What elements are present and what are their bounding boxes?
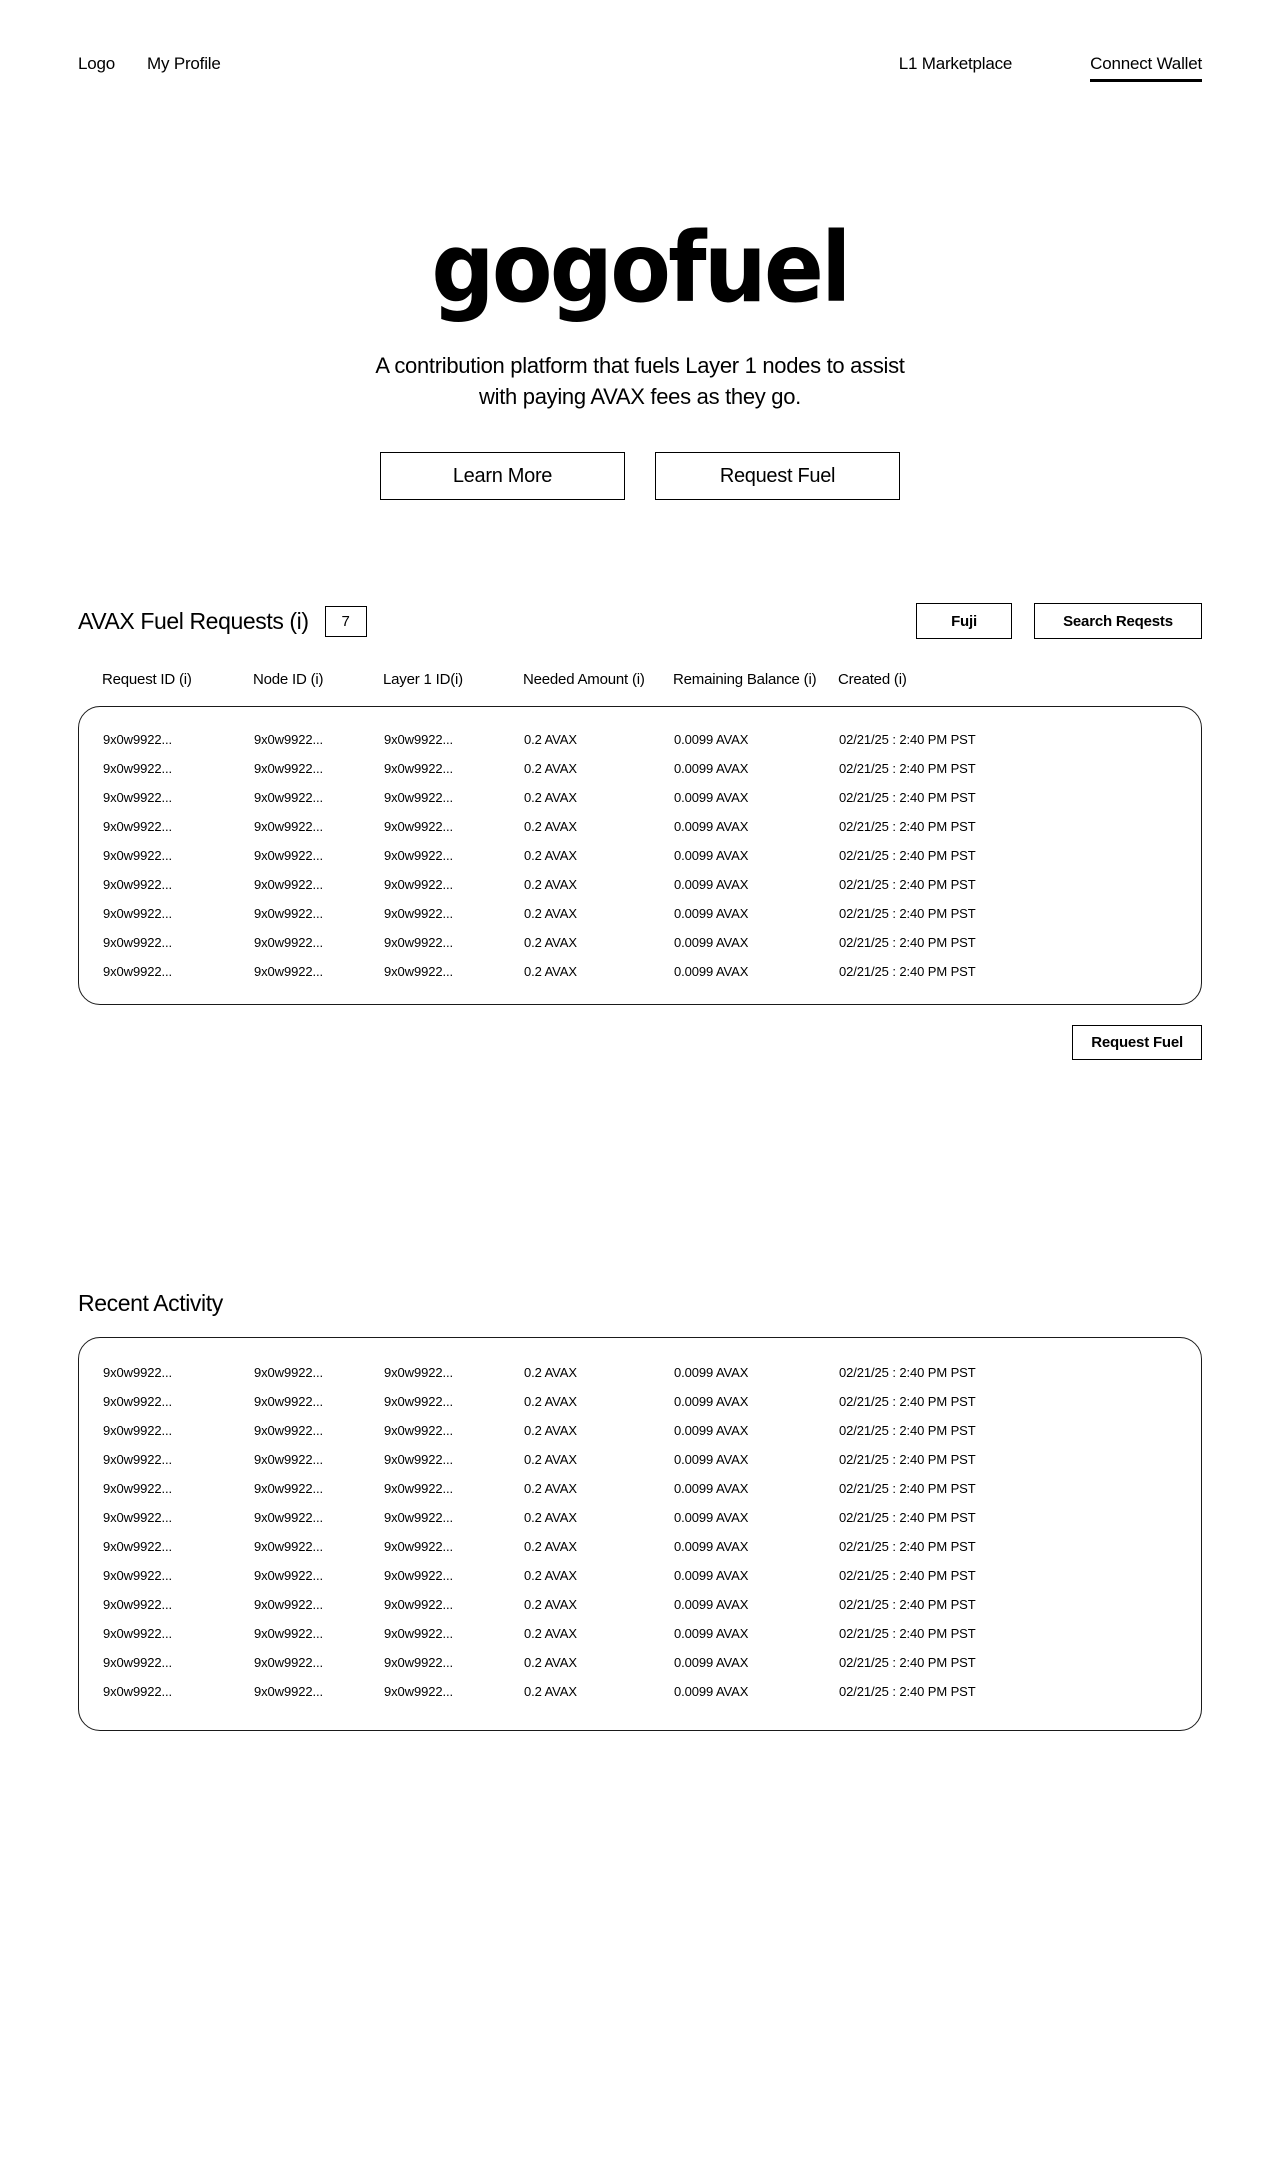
recent-activity-title: Recent Activity xyxy=(78,1290,223,1316)
table-cell: 0.2 AVAX xyxy=(524,790,577,805)
hero-request-fuel-button[interactable]: Request Fuel xyxy=(655,452,900,500)
learn-more-button[interactable]: Learn More xyxy=(380,452,625,500)
column-header-request-id: Request ID (i) xyxy=(102,670,192,688)
column-header-remaining-balance: Remaining Balance (i) xyxy=(673,670,817,688)
table-cell: 02/21/25 : 2:40 PM PST xyxy=(839,1539,976,1554)
table-cell: 02/21/25 : 2:40 PM PST xyxy=(839,1655,976,1670)
table-cell: 0.2 AVAX xyxy=(524,848,577,863)
table-cell: 9x0w9922... xyxy=(254,1481,324,1496)
table-cell: 9x0w9922... xyxy=(103,964,173,979)
hero-subtitle-line-2: with paying AVAX fees as they go. xyxy=(479,384,801,410)
table-cell: 0.2 AVAX xyxy=(524,761,577,776)
connect-wallet-button[interactable]: Connect Wallet xyxy=(1090,55,1202,82)
table-cell: 9x0w9922... xyxy=(254,1626,324,1641)
table-cell: 9x0w9922... xyxy=(384,1597,454,1612)
table-cell: 9x0w9922... xyxy=(103,1684,173,1699)
table-cell: 0.2 AVAX xyxy=(524,935,577,950)
table-cell: 9x0w9922... xyxy=(384,964,454,979)
table-cell: 9x0w9922... xyxy=(103,935,173,950)
table-cell: 9x0w9922... xyxy=(384,1365,454,1380)
table-cell: 9x0w9922... xyxy=(384,1568,454,1583)
table-cell: 9x0w9922... xyxy=(103,732,173,747)
table-cell: 9x0w9922... xyxy=(384,1655,454,1670)
hero-section xyxy=(0,212,1280,500)
table-cell: 02/21/25 : 2:40 PM PST xyxy=(839,877,976,892)
table-cell: 0.0099 AVAX xyxy=(674,964,749,979)
table-cell: 9x0w9922... xyxy=(103,877,173,892)
table-cell: 9x0w9922... xyxy=(254,790,324,805)
table-cell: 0.2 AVAX xyxy=(524,1626,577,1641)
table-cell: 0.0099 AVAX xyxy=(674,1365,749,1380)
table-cell: 9x0w9922... xyxy=(103,1452,173,1467)
table-cell: 0.2 AVAX xyxy=(524,1539,577,1554)
requests-footer-actions xyxy=(78,1025,1202,1060)
table-cell: 9x0w9922... xyxy=(103,1394,173,1409)
table-cell: 0.0099 AVAX xyxy=(674,1481,749,1496)
column-header-created: Created (i) xyxy=(838,670,907,688)
table-row[interactable] xyxy=(79,783,1201,812)
table-row[interactable] xyxy=(79,1387,1201,1416)
table-row[interactable] xyxy=(79,1590,1201,1619)
table-cell: 9x0w9922... xyxy=(103,906,173,921)
table-cell: 9x0w9922... xyxy=(384,848,454,863)
table-cell: 0.0099 AVAX xyxy=(674,906,749,921)
table-cell: 02/21/25 : 2:40 PM PST xyxy=(839,1365,976,1380)
table-cell: 9x0w9922... xyxy=(103,1365,173,1380)
table-cell: 9x0w9922... xyxy=(254,1365,324,1380)
column-header-node-id: Node ID (i) xyxy=(253,670,324,688)
table-cell: 9x0w9922... xyxy=(254,877,324,892)
table-cell: 9x0w9922... xyxy=(254,1684,324,1699)
table-row[interactable] xyxy=(79,1445,1201,1474)
requests-table-card xyxy=(78,706,1202,1005)
table-cell: 0.2 AVAX xyxy=(524,1510,577,1525)
navbar-left-group xyxy=(78,55,221,72)
table-cell: 9x0w9922... xyxy=(384,732,454,747)
requests-section-title: AVAX Fuel Requests (i) xyxy=(78,607,309,634)
table-cell: 0.2 AVAX xyxy=(524,1684,577,1699)
table-cell: 0.0099 AVAX xyxy=(674,1626,749,1641)
table-cell: 02/21/25 : 2:40 PM PST xyxy=(839,906,976,921)
table-row[interactable] xyxy=(79,1619,1201,1648)
table-row[interactable] xyxy=(79,1474,1201,1503)
top-navbar xyxy=(0,0,1280,100)
table-cell: 0.2 AVAX xyxy=(524,1597,577,1612)
table-cell: 0.2 AVAX xyxy=(524,1452,577,1467)
table-cell: 9x0w9922... xyxy=(254,1510,324,1525)
table-row[interactable] xyxy=(79,1532,1201,1561)
table-cell: 0.0099 AVAX xyxy=(674,935,749,950)
hero-button-group xyxy=(0,452,1280,500)
table-cell: 02/21/25 : 2:40 PM PST xyxy=(839,1626,976,1641)
page-title: gogofuel xyxy=(431,212,849,324)
table-cell: 0.0099 AVAX xyxy=(674,1423,749,1438)
table-cell: 9x0w9922... xyxy=(254,732,324,747)
nav-item-l1-marketplace[interactable]: L1 Marketplace xyxy=(898,54,1013,73)
table-cell: 9x0w9922... xyxy=(254,1597,324,1612)
table-cell: 0.2 AVAX xyxy=(524,1481,577,1496)
requests-title-group xyxy=(78,606,367,637)
table-cell: 9x0w9922... xyxy=(254,1394,324,1409)
recent-activity-section xyxy=(78,1290,1202,1731)
table-cell: 9x0w9922... xyxy=(254,761,324,776)
table-cell: 9x0w9922... xyxy=(384,1539,454,1554)
search-requests-button[interactable]: Search Reqests xyxy=(1034,603,1202,639)
table-cell: 0.0099 AVAX xyxy=(674,1684,749,1699)
table-cell: 9x0w9922... xyxy=(384,1481,454,1496)
requests-actions-group xyxy=(916,603,1202,639)
table-row[interactable] xyxy=(79,1416,1201,1445)
table-cell: 02/21/25 : 2:40 PM PST xyxy=(839,1452,976,1467)
table-cell: 0.0099 AVAX xyxy=(674,1539,749,1554)
table-cell: 0.2 AVAX xyxy=(524,906,577,921)
table-row[interactable] xyxy=(79,1648,1201,1677)
table-cell: 9x0w9922... xyxy=(103,819,173,834)
table-cell: 02/21/25 : 2:40 PM PST xyxy=(839,935,976,950)
column-header-needed-amount: Needed Amount (i) xyxy=(523,670,645,688)
avax-fuel-requests-section xyxy=(78,600,1202,1060)
table-cell: 9x0w9922... xyxy=(384,790,454,805)
table-row[interactable] xyxy=(79,812,1201,841)
table-cell: 9x0w9922... xyxy=(103,1539,173,1554)
table-cell: 9x0w9922... xyxy=(384,906,454,921)
table-cell: 0.2 AVAX xyxy=(524,819,577,834)
table-cell: 0.0099 AVAX xyxy=(674,1394,749,1409)
table-cell: 9x0w9922... xyxy=(254,1423,324,1438)
table-cell: 02/21/25 : 2:40 PM PST xyxy=(839,1481,976,1496)
table-cell: 9x0w9922... xyxy=(384,935,454,950)
table-cell: 02/21/25 : 2:40 PM PST xyxy=(839,1423,976,1438)
table-cell: 02/21/25 : 2:40 PM PST xyxy=(839,848,976,863)
table-cell: 9x0w9922... xyxy=(384,1626,454,1641)
table-cell: 0.0099 AVAX xyxy=(674,761,749,776)
table-cell: 0.0099 AVAX xyxy=(674,1655,749,1670)
table-cell: 0.0099 AVAX xyxy=(674,848,749,863)
requests-table-column-headers xyxy=(78,662,1202,696)
table-cell: 0.0099 AVAX xyxy=(674,877,749,892)
requests-count-badge: 7 xyxy=(325,606,367,637)
table-cell: 0.2 AVAX xyxy=(524,1394,577,1409)
table-cell: 0.0099 AVAX xyxy=(674,1568,749,1583)
table-cell: 9x0w9922... xyxy=(103,848,173,863)
table-cell: 9x0w9922... xyxy=(254,1452,324,1467)
table-cell: 0.2 AVAX xyxy=(524,877,577,892)
table-cell: 02/21/25 : 2:40 PM PST xyxy=(839,964,976,979)
table-cell: 0.0099 AVAX xyxy=(674,790,749,805)
table-cell: 9x0w9922... xyxy=(384,1394,454,1409)
table-cell: 02/21/25 : 2:40 PM PST xyxy=(839,1684,976,1699)
logo[interactable]: Logo xyxy=(78,54,116,73)
table-cell: 9x0w9922... xyxy=(384,1510,454,1525)
table-cell: 9x0w9922... xyxy=(254,964,324,979)
table-cell: 9x0w9922... xyxy=(103,1568,173,1583)
table-row[interactable] xyxy=(79,754,1201,783)
table-cell: 02/21/25 : 2:40 PM PST xyxy=(839,761,976,776)
table-cell: 9x0w9922... xyxy=(254,1655,324,1670)
table-cell: 9x0w9922... xyxy=(103,1510,173,1525)
table-row[interactable] xyxy=(79,725,1201,754)
table-cell: 9x0w9922... xyxy=(384,761,454,776)
table-cell: 0.0099 AVAX xyxy=(674,819,749,834)
network-selector-button[interactable]: Fuji xyxy=(916,603,1012,639)
table-request-fuel-button[interactable]: Request Fuel xyxy=(1072,1025,1202,1060)
table-row[interactable] xyxy=(79,1561,1201,1590)
table-cell: 9x0w9922... xyxy=(103,1626,173,1641)
table-cell: 9x0w9922... xyxy=(103,1481,173,1496)
recent-activity-table-card xyxy=(78,1337,1202,1731)
hero-subtitle-line-1: A contribution platform that fuels Layer 1 nodes to assist xyxy=(375,353,905,378)
table-cell: 0.2 AVAX xyxy=(524,1423,577,1438)
table-cell: 9x0w9922... xyxy=(103,1597,173,1612)
table-cell: 02/21/25 : 2:40 PM PST xyxy=(839,732,976,747)
table-cell: 9x0w9922... xyxy=(103,1423,173,1438)
table-cell: 02/21/25 : 2:40 PM PST xyxy=(839,819,976,834)
table-row[interactable] xyxy=(79,1358,1201,1387)
table-cell: 0.2 AVAX xyxy=(524,732,577,747)
table-cell: 9x0w9922... xyxy=(103,1655,173,1670)
column-header-layer1-id: Layer 1 ID(i) xyxy=(383,670,463,688)
table-cell: 9x0w9922... xyxy=(384,819,454,834)
table-cell: 0.0099 AVAX xyxy=(674,1452,749,1467)
table-cell: 9x0w9922... xyxy=(103,790,173,805)
navbar-right-group xyxy=(899,55,1202,82)
table-cell: 9x0w9922... xyxy=(103,761,173,776)
table-cell: 9x0w9922... xyxy=(254,848,324,863)
table-cell: 02/21/25 : 2:40 PM PST xyxy=(839,1394,976,1409)
table-cell: 9x0w9922... xyxy=(254,906,324,921)
table-cell: 0.2 AVAX xyxy=(524,1568,577,1583)
table-cell: 0.2 AVAX xyxy=(524,1365,577,1380)
hero-subtitle xyxy=(0,350,1280,412)
table-cell: 0.2 AVAX xyxy=(524,1655,577,1670)
table-row[interactable] xyxy=(79,841,1201,870)
table-row[interactable] xyxy=(79,928,1201,957)
table-cell: 0.0099 AVAX xyxy=(674,732,749,747)
table-cell: 9x0w9922... xyxy=(384,1684,454,1699)
table-row[interactable] xyxy=(79,899,1201,928)
table-cell: 9x0w9922... xyxy=(384,1423,454,1438)
table-cell: 0.2 AVAX xyxy=(524,964,577,979)
table-cell: 9x0w9922... xyxy=(254,819,324,834)
table-row[interactable] xyxy=(79,1677,1201,1706)
table-cell: 9x0w9922... xyxy=(254,935,324,950)
table-row[interactable] xyxy=(79,1503,1201,1532)
table-cell: 0.0099 AVAX xyxy=(674,1510,749,1525)
table-cell: 9x0w9922... xyxy=(384,877,454,892)
table-cell: 9x0w9922... xyxy=(384,1452,454,1467)
table-cell: 02/21/25 : 2:40 PM PST xyxy=(839,1597,976,1612)
table-row[interactable] xyxy=(79,870,1201,899)
table-cell: 02/21/25 : 2:40 PM PST xyxy=(839,1510,976,1525)
nav-item-my-profile[interactable]: My Profile xyxy=(147,54,221,73)
table-row[interactable] xyxy=(79,957,1201,986)
table-cell: 02/21/25 : 2:40 PM PST xyxy=(839,1568,976,1583)
table-cell: 9x0w9922... xyxy=(254,1568,324,1583)
table-cell: 0.0099 AVAX xyxy=(674,1597,749,1612)
table-cell: 9x0w9922... xyxy=(254,1539,324,1554)
table-cell: 02/21/25 : 2:40 PM PST xyxy=(839,790,976,805)
requests-section-header xyxy=(78,600,1202,642)
